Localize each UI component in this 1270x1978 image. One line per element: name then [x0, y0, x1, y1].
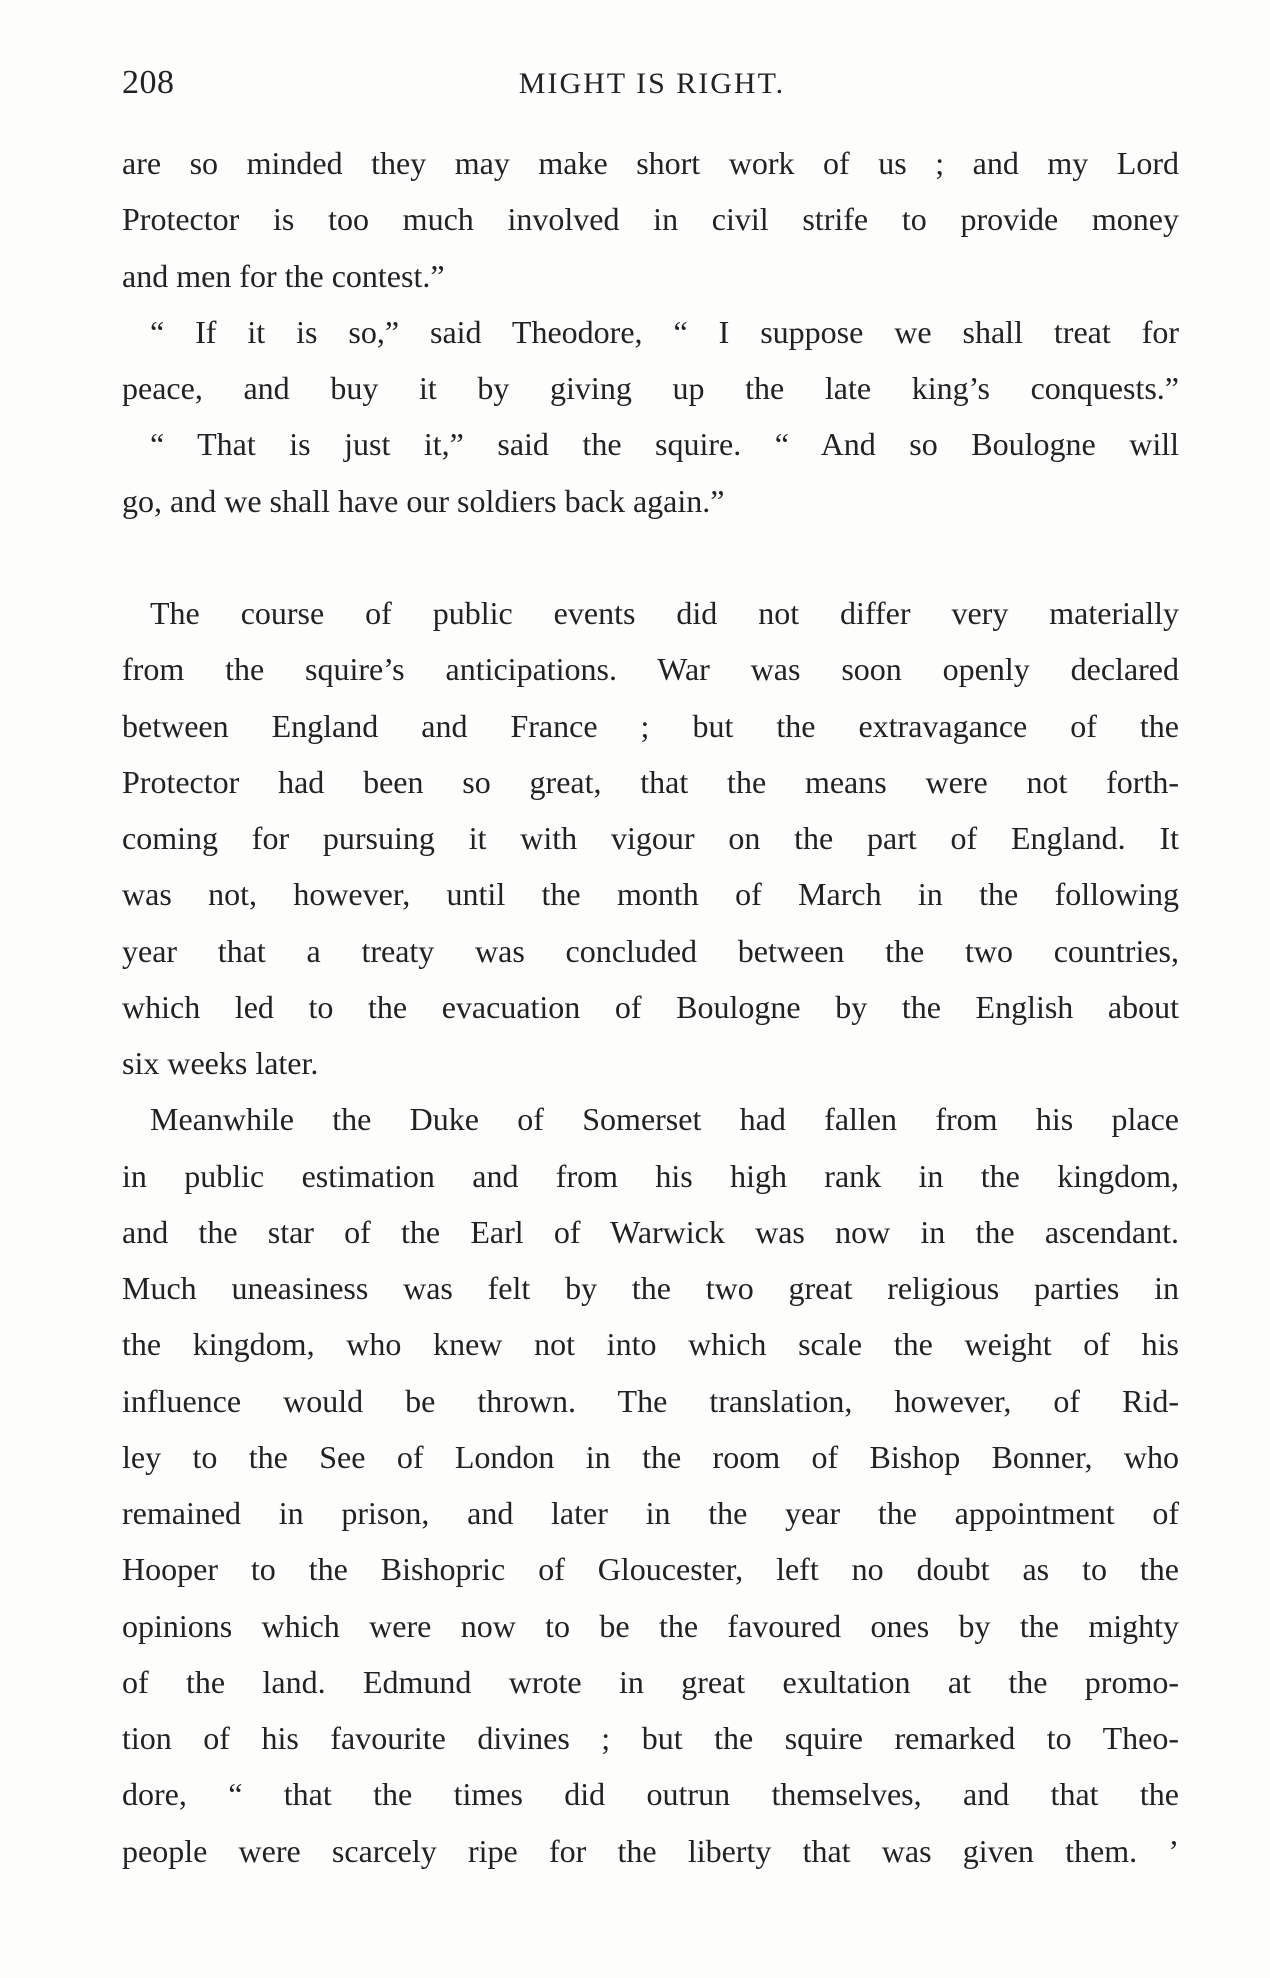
page-number: 208	[122, 64, 175, 101]
text-line: tion of his favourite divines ; but the squire remarked to Theo-	[122, 1720, 1179, 1756]
text-line: Hooper to the Bishopric of Gloucester, left no doubt as to the	[122, 1551, 1179, 1588]
text-line: “ If it is so,” said Theodore, “ I suppose we shall treat for	[150, 313, 1179, 350]
text-line: peace, and buy it by giving up the late king’s conquests.”	[122, 370, 1179, 406]
text-line: Protector is too much involved in civil strife to provide money	[122, 201, 1179, 238]
text-line: of the land. Edmund wrote in great exultation at the promo-	[122, 1663, 1179, 1700]
text-line: the kingdom, who knew not into which scale the weight of his	[122, 1326, 1179, 1363]
text-line: Much uneasiness was felt by the two great religious parties in	[122, 1270, 1179, 1306]
text-line: opinions which were now to be the favoured ones by the mighty	[122, 1607, 1179, 1644]
text-line: and men for the contest.”	[122, 257, 445, 294]
text-line: “ That is just it,” said the squire. “ And so Boulogne will	[150, 426, 1179, 463]
section-break	[122, 529, 1179, 585]
text-line: in public estimation and from his high rank in the kingdom,	[122, 1157, 1179, 1194]
text-line: was not, however, until the month of March in the following	[122, 876, 1179, 913]
text-line: coming for pursuing it with vigour on the part of England. It	[122, 820, 1179, 856]
text-line: year that a treaty was concluded between the two countries,	[122, 932, 1179, 969]
running-title: MIGHT IS RIGHT.	[518, 67, 786, 100]
page-header	[122, 64, 1182, 108]
text-line: ley to the See of London in the room of Bishop Bonner, who	[122, 1438, 1179, 1475]
text-line: which led to the evacuation of Boulogne by the English about	[122, 988, 1179, 1025]
text-line: The course of public events did not differ very materially	[150, 595, 1179, 631]
text-line: go, and we shall have our soldiers back again.”	[122, 482, 725, 519]
text-line: and the star of the Earl of Warwick was now in the ascendant.	[122, 1213, 1179, 1250]
text-line: Protector had been so great, that the means were not forth-	[122, 763, 1179, 800]
text-line: people were scarcely ripe for the liberty that was given them. ’	[122, 1832, 1179, 1869]
text-line: between England and France ; but the extravagance of the	[122, 707, 1179, 744]
text-line: six weeks later.	[122, 1045, 319, 1081]
text-line: are so minded they may make short work of us ; and my Lord	[122, 145, 1179, 181]
text-line: Meanwhile the Duke of Somerset had fallen from his place	[150, 1101, 1179, 1138]
body-text	[122, 135, 1179, 1879]
text-line: from the squire’s anticipations. War was soon openly declared	[122, 651, 1179, 688]
text-line: dore, “ that the times did outrun themselves, and that the	[122, 1776, 1179, 1813]
text-line: remained in prison, and later in the year the appointment of	[122, 1495, 1179, 1531]
text-line: influence would be thrown. The translation, however, of Rid-	[122, 1382, 1179, 1419]
